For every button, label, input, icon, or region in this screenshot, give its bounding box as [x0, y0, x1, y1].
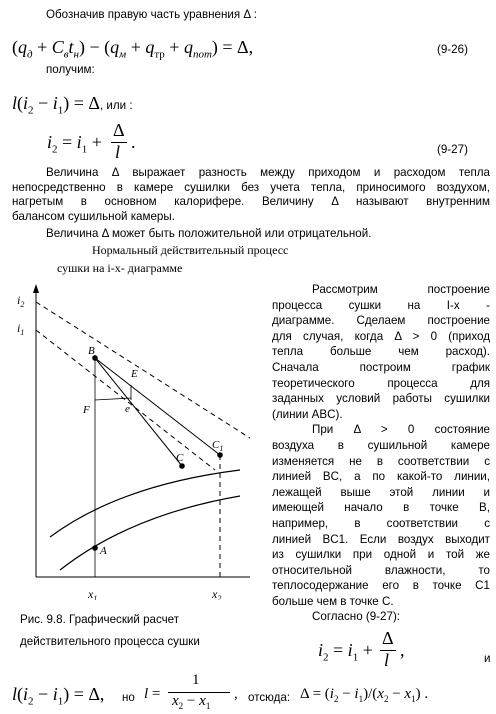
curve-upper	[50, 470, 240, 537]
heading-line1: Нормальный действительный процесс	[92, 243, 289, 257]
line-Fe	[95, 398, 131, 400]
i-axis-arrow	[33, 284, 39, 293]
equation-l: $l(i_2 - i_1) = \Delta$, или :	[12, 93, 133, 117]
equation-9-27: $i_2 = i_1$ + Δ l .	[47, 120, 136, 162]
label-i2: $i_2$	[17, 293, 25, 309]
line-BC	[95, 358, 182, 466]
label-e: e	[125, 403, 130, 415]
label-C1: $C_1$	[212, 439, 224, 453]
paragraph-sign: Величина Δ может быть положительной или отрицательной.	[46, 227, 372, 240]
line-BC1	[95, 358, 220, 455]
heading-line2: сушки на i-x- диаграмме	[57, 261, 183, 275]
label-F: F	[83, 404, 90, 416]
obtain-label: получим:	[46, 63, 95, 76]
isenthalp-i1	[36, 330, 215, 470]
label-C: C	[176, 452, 184, 464]
equation-number-9-26: (9-26)	[437, 43, 468, 56]
bottom-line: $l(i_2 - i_1) = \Delta$, но l = 1 $x_2 - x_1$ , отсюда: $\Delta = (i_2 - i_1)/(x_2 - x_1)$ .	[12, 672, 429, 711]
figure-i-x-diagram	[0, 280, 270, 600]
label-i1: $i_1$	[17, 321, 25, 337]
point-C	[179, 463, 185, 469]
equation-9-26: $(q_д + C_вt_н) - (q_м + q_{тр} + q_{пот}) = \Delta$,	[12, 37, 254, 61]
point-A	[92, 545, 98, 551]
figure-caption-line2: действительного процесса сушки	[20, 635, 200, 648]
paragraph-inner-balance: Величина Δ выражает разность между приходом и расходом тепла непосредственно в камере сушилки без учета тепла, приносимого воздухом, нагретым в основном калорифере. Величину Δ называют внутренним балансом сушильной камеры.	[12, 166, 490, 224]
equation-bottom-right: $i_2 = i_1$ + Δ l ,	[318, 628, 405, 670]
label-B: B	[88, 345, 95, 357]
label-A: A	[100, 545, 107, 557]
point-C1	[217, 452, 223, 458]
conjunction-and: и	[484, 652, 491, 665]
curve-lower	[60, 496, 240, 570]
label-x1: $x_1$	[88, 587, 98, 600]
label-x2: $x_2$	[212, 587, 222, 600]
intro-line: Обозначив правую часть уравнения Δ :	[46, 8, 257, 21]
right-column-text: Рассмотрим построение процесса сушки на I-x - диаграмме. Сделаем построение для случая, когда Δ > 0 (приход тепла больше чем расход). Сначала построим график теоретического процесса для заданных условий работы сушилки (линии ABC). При Δ > 0 состояние воздуха в сушильной камере изменяется не в соответствии с линией BC, а по какой-то линии, лежащей выше этой линии и имеющей начало в точке B, например, в соответствии с линией BC1. Если воздух выходит из сушилки при одной и той же относительной влажности, то теплосодержание его в точке C1 больше чем в точке C. Согласно (9-27):	[272, 283, 490, 624]
equation-number-9-27: (9-27)	[437, 143, 468, 156]
figure-caption-line1: Рис. 9.8. Графический расчет	[20, 613, 180, 626]
label-E: E	[131, 368, 138, 380]
